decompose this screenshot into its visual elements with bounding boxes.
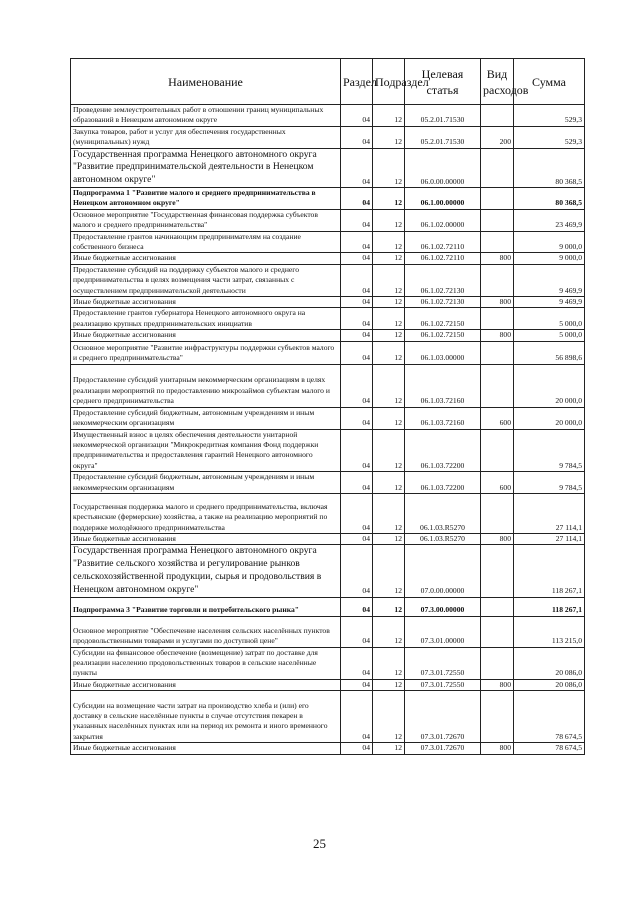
row-subsection: 12 (373, 493, 405, 533)
row-expense-type (481, 264, 514, 296)
row-subsection: 12 (373, 148, 405, 187)
row-target: 06.1.02.72130 (405, 297, 481, 308)
row-section: 04 (341, 679, 373, 690)
row-expense-type (481, 597, 514, 616)
row-expense-type: 800 (481, 253, 514, 264)
table-row (71, 209, 585, 231)
row-section: 04 (341, 209, 373, 231)
row-subsection: 12 (373, 188, 405, 210)
row-expense-type: 200 (481, 126, 514, 148)
page-number: 25 (313, 836, 326, 851)
row-sum: 118 267,1 (514, 545, 585, 597)
row-section: 04 (341, 364, 373, 407)
row-name: Иные бюджетные ассигнования (71, 533, 341, 544)
row-target: 07.3.01.72670 (405, 691, 481, 743)
table-row (71, 264, 585, 296)
row-sum: 5 000,0 (514, 308, 585, 330)
row-section: 04 (341, 297, 373, 308)
row-target: 06.0.00.00000 (405, 148, 481, 187)
table-row (71, 616, 585, 647)
row-expense-type (481, 691, 514, 743)
row-name: Иные бюджетные ассигнования (71, 743, 341, 754)
row-section: 04 (341, 616, 373, 647)
row-expense-type (481, 493, 514, 533)
row-expense-type (481, 188, 514, 210)
budget-table (70, 58, 585, 755)
table-row (71, 297, 585, 308)
row-subsection: 12 (373, 126, 405, 148)
row-section: 04 (341, 126, 373, 148)
table-row (71, 679, 585, 690)
row-target: 06.1.03.R5270 (405, 493, 481, 533)
row-section: 04 (341, 105, 373, 127)
header-target: Целевая статья (405, 59, 481, 105)
row-sum: 9 000,0 (514, 253, 585, 264)
header-name: Наименование (71, 59, 341, 105)
row-name: Иные бюджетные ассигнования (71, 253, 341, 264)
row-name: Государственная программа Ненецкого автономного округа "Развитие предпринимательской деятельности в Ненецком автономном округе" (71, 148, 341, 187)
row-expense-type (481, 545, 514, 597)
row-name: Проведение землеустроительных работ в отношении границ муниципальных образований в Ненецком автономном округе (71, 105, 341, 127)
table-row (71, 188, 585, 210)
row-subsection: 12 (373, 545, 405, 597)
table-row (71, 308, 585, 330)
row-sum: 9 469,9 (514, 297, 585, 308)
row-section: 04 (341, 308, 373, 330)
row-target: 07.3.01.72550 (405, 647, 481, 679)
row-target: 06.1.03.72200 (405, 429, 481, 472)
row-expense-type (481, 308, 514, 330)
row-section: 04 (341, 472, 373, 494)
row-subsection: 12 (373, 105, 405, 127)
row-section: 04 (341, 264, 373, 296)
row-name: Предоставление грантов начинающим предпринимателям на создание собственного бизнеса (71, 231, 341, 253)
row-section: 04 (341, 188, 373, 210)
row-section: 04 (341, 533, 373, 544)
row-sum: 118 267,1 (514, 597, 585, 616)
row-section: 04 (341, 545, 373, 597)
row-subsection: 12 (373, 533, 405, 544)
row-name: Основное мероприятие "Обеспечение населения сельских населённых пунктов продовольственными товарами и услугами по доступной цене" (71, 616, 341, 647)
row-target: 07.0.00.00000 (405, 545, 481, 597)
row-subsection: 12 (373, 472, 405, 494)
row-sum: 529,3 (514, 105, 585, 127)
row-sum: 529,3 (514, 126, 585, 148)
row-name: Субсидии на возмещение части затрат на производство хлеба и (или) его доставку в сельские населённые пункты в случае отсутствия пекарен в указанных населённых пунктах или на период их ремонта и иного временного закрытия (71, 691, 341, 743)
row-target: 06.1.03.72200 (405, 472, 481, 494)
row-sum: 9 784,5 (514, 429, 585, 472)
row-expense-type: 600 (481, 472, 514, 494)
row-name: Государственная поддержка малого и среднего предпринимательства, включая крестьянские (фермерские) хозяйства, а также на реализацию мероприятий по поддержке молодёжного предпринимательства (71, 493, 341, 533)
row-target: 05.2.01.71530 (405, 105, 481, 127)
table-row (71, 533, 585, 544)
row-subsection: 12 (373, 364, 405, 407)
row-target: 06.1.00.00000 (405, 188, 481, 210)
row-section: 04 (341, 407, 373, 429)
row-name: Имущественный взнос в целях обеспечения деятельности унитарной некоммерческой организации "Микрокредитная компания Фонд поддержки предпринимательства и предоставления гарантий Ненецкого автономного округа" (71, 429, 341, 472)
table-row (71, 148, 585, 187)
row-name: Государственная программа Ненецкого автономного округа "Развитие сельского хозяйства и регулирование рынков сельскохозяйственной продукции, сырья и продовольствия в Ненецком автономном округе" (71, 545, 341, 597)
row-name: Предоставление грантов губернатора Ненецкого автономного округа на реализацию крупных предпринимательских инициатив (71, 308, 341, 330)
row-target: 06.1.02.00000 (405, 209, 481, 231)
row-name: Подпрограмма 1 "Развитие малого и среднего предпринимательства в Ненецком автономном округе" (71, 188, 341, 210)
table-row (71, 330, 585, 341)
row-section: 04 (341, 429, 373, 472)
row-expense-type (481, 105, 514, 127)
row-section: 04 (341, 691, 373, 743)
row-expense-type: 800 (481, 330, 514, 341)
row-sum: 20 000,0 (514, 364, 585, 407)
row-name: Основное мероприятие "Государственная финансовая поддержка субъектов малого и среднего предпринимательства" (71, 209, 341, 231)
row-expense-type: 600 (481, 407, 514, 429)
row-target: 07.3.01.00000 (405, 616, 481, 647)
table-row (71, 364, 585, 407)
row-sum: 20 086,0 (514, 679, 585, 690)
row-expense-type (481, 231, 514, 253)
table-row (71, 597, 585, 616)
row-subsection: 12 (373, 308, 405, 330)
row-section: 04 (341, 647, 373, 679)
row-target: 06.1.02.72150 (405, 308, 481, 330)
row-target: 06.1.02.72110 (405, 253, 481, 264)
table-row (71, 429, 585, 472)
budget-table-sheet (70, 58, 584, 755)
row-sum: 20 086,0 (514, 647, 585, 679)
row-sum: 27 114,1 (514, 493, 585, 533)
row-subsection: 12 (373, 407, 405, 429)
row-section: 04 (341, 231, 373, 253)
row-sum: 78 674,5 (514, 691, 585, 743)
table-row (71, 743, 585, 754)
row-section: 04 (341, 597, 373, 616)
row-sum: 78 674,5 (514, 743, 585, 754)
row-expense-type: 800 (481, 533, 514, 544)
row-subsection: 12 (373, 616, 405, 647)
row-subsection: 12 (373, 341, 405, 364)
row-section: 04 (341, 148, 373, 187)
row-target: 07.3.01.72550 (405, 679, 481, 690)
header-subsection: Подраздел (373, 59, 405, 105)
table-row (71, 341, 585, 364)
row-expense-type (481, 616, 514, 647)
row-name: Предоставление субсидий бюджетным, автономным учреждениям и иным некоммерческим организациям (71, 407, 341, 429)
row-target: 06.1.03.72160 (405, 407, 481, 429)
row-sum: 9 784,5 (514, 472, 585, 494)
row-expense-type: 800 (481, 297, 514, 308)
row-subsection: 12 (373, 743, 405, 754)
table-row (71, 105, 585, 127)
table-row (71, 647, 585, 679)
row-expense-type (481, 364, 514, 407)
row-sum: 80 368,5 (514, 148, 585, 187)
row-sum: 5 000,0 (514, 330, 585, 341)
row-target: 06.1.02.72110 (405, 231, 481, 253)
table-row (71, 407, 585, 429)
table-row (71, 545, 585, 597)
row-subsection: 12 (373, 679, 405, 690)
row-expense-type (481, 647, 514, 679)
table-row (71, 126, 585, 148)
row-name: Иные бюджетные ассигнования (71, 679, 341, 690)
header-expense-type: Вид расходов (481, 59, 514, 105)
table-row (71, 691, 585, 743)
row-name: Предоставление субсидий на поддержку субъектов малого и среднего предпринимательства в целях возмещения части затрат, связанных с осуществлением предпринимательской деятельности (71, 264, 341, 296)
row-name: Закупка товаров, работ и услуг для обеспечения государственных (муниципальных) нужд (71, 126, 341, 148)
row-subsection: 12 (373, 297, 405, 308)
row-expense-type (481, 209, 514, 231)
header-sum: Сумма (514, 59, 585, 105)
row-target: 06.1.03.R5270 (405, 533, 481, 544)
row-subsection: 12 (373, 647, 405, 679)
table-row (71, 472, 585, 494)
row-subsection: 12 (373, 231, 405, 253)
row-name: Иные бюджетные ассигнования (71, 330, 341, 341)
row-expense-type: 800 (481, 679, 514, 690)
row-expense-type: 800 (481, 743, 514, 754)
row-target: 06.1.03.72160 (405, 364, 481, 407)
row-target: 07.3.01.72670 (405, 743, 481, 754)
table-row (71, 231, 585, 253)
row-expense-type (481, 148, 514, 187)
row-name: Иные бюджетные ассигнования (71, 297, 341, 308)
row-subsection: 12 (373, 209, 405, 231)
row-target: 06.1.02.72150 (405, 330, 481, 341)
row-sum: 9 469,9 (514, 264, 585, 296)
row-target: 07.3.00.00000 (405, 597, 481, 616)
row-expense-type (481, 341, 514, 364)
row-section: 04 (341, 743, 373, 754)
row-name: Предоставление субсидий бюджетным, автономным учреждениям и иным некоммерческим организациям (71, 472, 341, 494)
row-expense-type (481, 429, 514, 472)
row-name: Основное мероприятие "Развитие инфраструктуры поддержки субъектов малого и среднего предпринимательства" (71, 341, 341, 364)
row-section: 04 (341, 253, 373, 264)
row-section: 04 (341, 341, 373, 364)
row-sum: 9 000,0 (514, 231, 585, 253)
table-header-row (71, 59, 585, 105)
row-target: 06.1.02.72130 (405, 264, 481, 296)
row-subsection: 12 (373, 429, 405, 472)
row-target: 05.2.01.71530 (405, 126, 481, 148)
row-sum: 113 215,0 (514, 616, 585, 647)
row-subsection: 12 (373, 691, 405, 743)
row-target: 06.1.03.00000 (405, 341, 481, 364)
row-sum: 80 368,5 (514, 188, 585, 210)
row-subsection: 12 (373, 253, 405, 264)
row-name: Субсидии на финансовое обеспечение (возмещение) затрат по доставке для реализации населению продовольственных товаров в сельские населённые пункты (71, 647, 341, 679)
row-sum: 56 898,6 (514, 341, 585, 364)
table-row (71, 253, 585, 264)
row-sum: 27 114,1 (514, 533, 585, 544)
row-section: 04 (341, 330, 373, 341)
row-subsection: 12 (373, 330, 405, 341)
header-section: Раздел (341, 59, 373, 105)
row-subsection: 12 (373, 264, 405, 296)
row-sum: 23 469,9 (514, 209, 585, 231)
row-section: 04 (341, 493, 373, 533)
table-row (71, 493, 585, 533)
row-subsection: 12 (373, 597, 405, 616)
row-name: Предоставление субсидий унитарным некоммерческим организациям в целях реализации мероприятий по предоставлению микрозаймов субъектам малого и среднего предпринимательства (71, 364, 341, 407)
row-sum: 20 000,0 (514, 407, 585, 429)
row-name: Подпрограмма 3 "Развитие торговли и потребительского рынка" (71, 597, 341, 616)
